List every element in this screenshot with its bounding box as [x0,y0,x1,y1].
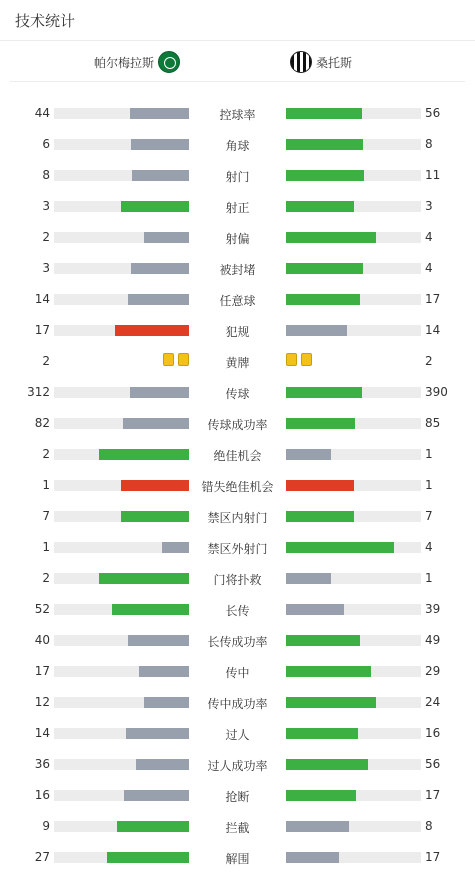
away-stat-value: 4 [425,261,433,275]
stat-label: 射偏 [225,232,250,246]
home-stat-bar-track [54,573,189,584]
away-stat-value: 17 [425,850,441,864]
away-stat-bar [286,604,344,615]
home-stat-bar [128,294,189,305]
home-stat-value: 16 [34,788,50,802]
stat-row [0,160,475,191]
stat-label: 控球率 [219,108,256,122]
home-stat-bar-track [54,728,189,739]
home-stat-bar [107,852,189,863]
home-stat-bar-track [54,542,189,553]
away-stat-bar-track [286,728,421,739]
away-stat-bar-track [286,387,421,398]
santos-logo-icon [290,51,312,73]
away-stat-bar-track [286,573,421,584]
home-stat-bar-track [54,108,189,119]
away-stat-value: 56 [425,106,441,120]
home-stat-bar-track [54,170,189,181]
away-stat-bar [286,852,339,863]
away-stat-bar-track [286,263,421,274]
home-stat-bar-track [54,139,189,150]
stat-label: 门将扑救 [213,573,262,587]
home-stat-bar-track [54,821,189,832]
teams-header [10,41,465,82]
stat-label: 绝佳机会 [213,449,262,463]
away-stat-value: 1 [425,447,433,461]
stat-row [0,470,475,501]
home-stat-bar [117,821,189,832]
away-stat-bar-track [286,201,421,212]
stat-row [0,222,475,253]
home-stat-bar [144,232,189,243]
home-stat-bar [130,108,189,119]
away-stat-bar [286,294,360,305]
home-stat-value: 8 [42,168,50,182]
home-stat-bar [130,387,189,398]
away-stat-value: 39 [425,602,441,616]
home-stat-bar-track [54,449,189,460]
home-stat-bar-track [54,790,189,801]
away-stat-value: 1 [425,478,433,492]
away-stat-value: 4 [425,540,433,554]
home-stat-bar [128,635,189,646]
away-stat-bar [286,170,364,181]
home-stat-value: 52 [34,602,50,616]
home-stat-bar-track [54,635,189,646]
away-stat-bar-track [286,821,421,832]
home-stat-value: 17 [34,323,50,337]
stat-label: 长传 [225,604,250,618]
stat-label: 黄牌 [225,356,250,370]
home-stat-bar [112,604,189,615]
home-stat-value: 2 [42,354,50,368]
away-stat-bar [286,821,349,832]
yellow-card-icon [178,353,189,366]
home-stat-bar-track [54,759,189,770]
home-stat-bar [124,790,189,801]
home-stat-value: 17 [34,664,50,678]
away-stat-value: 7 [425,509,433,523]
home-stat-bar-track [54,480,189,491]
stat-row [0,346,475,377]
home-stat-value: 7 [42,509,50,523]
stat-label: 射门 [225,170,250,184]
stat-label: 禁区外射门 [207,542,268,556]
home-stat-bar [115,325,189,336]
home-stat-value: 40 [34,633,50,647]
away-yellow-cards [286,353,312,366]
away-team[interactable] [290,51,352,73]
stat-label: 传球成功率 [207,418,268,432]
home-stat-bar-track [54,263,189,274]
away-stat-bar [286,325,347,336]
stat-label: 错失绝佳机会 [201,480,274,494]
stat-row [0,842,475,873]
home-stat-value: 27 [34,850,50,864]
home-stat-bar-track [54,666,189,677]
home-stat-value: 6 [42,137,50,151]
away-stat-bar-track [286,449,421,460]
stat-row [0,284,475,315]
away-stat-bar-track [286,232,421,243]
away-stat-bar-track [286,170,421,181]
home-stat-value: 36 [34,757,50,771]
stat-row [0,687,475,718]
away-stat-value: 11 [425,168,441,182]
away-stat-value: 3 [425,199,433,213]
home-stat-value: 3 [42,261,50,275]
stat-label: 射正 [225,201,250,215]
home-stat-value: 1 [42,540,50,554]
away-stat-value: 17 [425,292,441,306]
away-stat-bar [286,511,354,522]
away-stat-bar-track [286,852,421,863]
away-stat-bar [286,263,363,274]
away-stat-value: 8 [425,819,433,833]
home-stat-bar [162,542,189,553]
away-stat-value: 4 [425,230,433,244]
away-stat-bar [286,790,356,801]
away-stat-value: 16 [425,726,441,740]
stat-label: 长传成功率 [207,635,268,649]
stat-row [0,532,475,563]
home-stat-bar-track [54,418,189,429]
stat-row [0,408,475,439]
home-stat-value: 44 [34,106,50,120]
home-team-name: 帕尔梅拉斯 [93,55,154,70]
stat-row [0,98,475,129]
away-stat-value: 390 [425,385,448,399]
home-stat-bar-track [54,852,189,863]
stat-row [0,749,475,780]
away-stat-bar [286,542,394,553]
away-stat-bar-track [286,511,421,522]
home-stat-bar-track [54,294,189,305]
home-stat-value: 82 [34,416,50,430]
home-stat-bar [121,201,189,212]
home-stat-bar [126,728,189,739]
home-stat-bar [121,480,189,491]
home-stat-bar [139,666,189,677]
home-stat-bar [132,170,189,181]
home-stat-bar-track [54,201,189,212]
away-stat-bar [286,697,376,708]
stat-row [0,191,475,222]
away-stat-bar-track [286,325,421,336]
stat-row [0,780,475,811]
away-stat-value: 8 [425,137,433,151]
away-stat-bar [286,418,355,429]
away-stat-bar [286,139,363,150]
palmeiras-logo-icon [158,51,180,73]
stat-label: 抢断 [225,790,250,804]
away-stat-value: 1 [425,571,433,585]
away-stat-bar-track [286,139,421,150]
home-stat-bar [99,449,189,460]
header [0,0,475,41]
home-stat-bar-track [54,325,189,336]
stat-row [0,253,475,284]
stat-row [0,811,475,842]
stat-label: 角球 [225,139,250,153]
away-stat-bar [286,449,331,460]
home-stat-bar [136,759,189,770]
home-stat-value: 2 [42,230,50,244]
away-stat-bar-track [286,108,421,119]
away-stat-bar-track [286,480,421,491]
away-stat-value: 56 [425,757,441,771]
home-stat-value: 1 [42,478,50,492]
away-stat-bar [286,573,331,584]
away-stat-bar-track [286,604,421,615]
away-stat-value: 24 [425,695,441,709]
away-stat-bar-track [286,635,421,646]
away-stat-value: 14 [425,323,441,337]
away-stat-bar-track [286,697,421,708]
stat-label: 过人成功率 [207,759,268,773]
yellow-card-icon [301,353,312,366]
away-stat-bar [286,635,360,646]
away-stat-value: 2 [425,354,433,368]
away-stat-bar [286,666,371,677]
stat-label: 被封堵 [219,263,256,277]
home-stat-value: 2 [42,571,50,585]
stat-label: 任意球 [219,294,256,308]
stat-label: 传中 [225,666,250,680]
home-stat-value: 2 [42,447,50,461]
away-stat-value: 85 [425,416,441,430]
stat-row [0,625,475,656]
home-stat-bar [121,511,189,522]
home-stat-bar-track [54,232,189,243]
away-stat-value: 29 [425,664,441,678]
away-stat-bar-track [286,294,421,305]
away-stat-value: 49 [425,633,441,647]
home-stat-bar-track [54,511,189,522]
page-title: 技术统计 [15,12,76,30]
stat-label: 拦截 [225,821,250,835]
home-stat-bar [99,573,189,584]
stat-row [0,315,475,346]
home-stat-value: 3 [42,199,50,213]
away-stat-bar [286,480,354,491]
stat-row [0,377,475,408]
stat-label: 过人 [225,728,250,742]
stat-label: 解围 [225,852,250,866]
home-stat-bar [144,697,189,708]
home-stat-value: 312 [27,385,50,399]
away-team-name: 桑托斯 [316,55,353,70]
away-stat-bar [286,728,358,739]
away-stat-bar-track [286,418,421,429]
away-stat-bar [286,759,368,770]
away-stat-bar [286,108,362,119]
home-stat-bar-track [54,604,189,615]
away-stat-bar [286,232,376,243]
home-stat-value: 14 [34,292,50,306]
stat-row [0,656,475,687]
home-team[interactable] [94,51,180,73]
home-stat-bar [131,139,189,150]
away-stat-bar-track [286,542,421,553]
stat-row [0,594,475,625]
away-stat-bar-track [286,666,421,677]
home-stat-value: 12 [34,695,50,709]
stat-label: 禁区内射门 [207,511,268,525]
yellow-card-icon [286,353,297,366]
yellow-card-icon [163,353,174,366]
home-stat-bar-track [54,387,189,398]
home-stat-bar [131,263,189,274]
home-stat-bar-track [54,697,189,708]
stat-row [0,563,475,594]
away-stat-bar-track [286,790,421,801]
home-stat-value: 14 [34,726,50,740]
home-stat-bar [123,418,189,429]
home-yellow-cards [163,353,189,366]
home-stat-value: 9 [42,819,50,833]
stat-row [0,129,475,160]
away-stat-bar-track [286,759,421,770]
stat-row [0,439,475,470]
away-stat-bar [286,201,354,212]
stat-row [0,718,475,749]
away-stat-bar [286,387,362,398]
away-stat-value: 17 [425,788,441,802]
stat-label: 传球 [225,387,250,401]
stat-row [0,501,475,532]
stat-label: 传中成功率 [207,697,268,711]
stat-label: 犯规 [225,325,250,339]
